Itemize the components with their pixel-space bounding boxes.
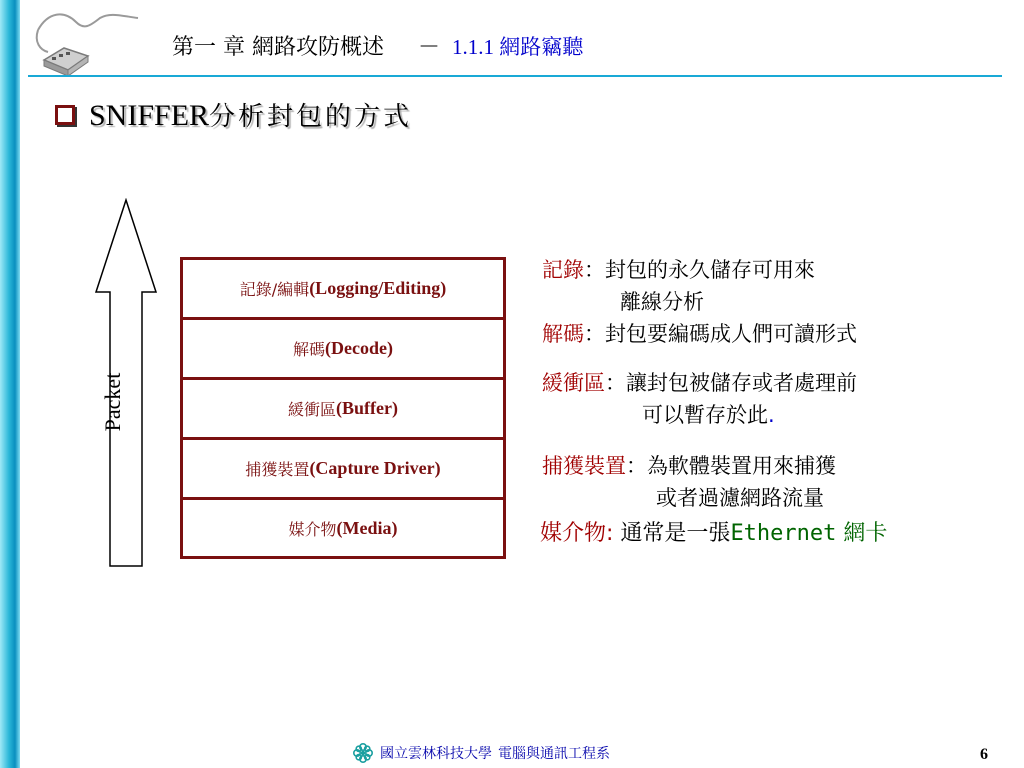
desc-logging-text1: ：封包的永久儲存可用來 <box>584 258 815 282</box>
page-number: 6 <box>980 746 988 763</box>
footer-dept: 電腦與通訊工程系 <box>498 746 610 762</box>
flower-logo-icon <box>352 742 374 764</box>
layer-stack <box>180 257 506 559</box>
layer-logging <box>183 260 503 316</box>
desc-decode-line <box>542 318 857 348</box>
heading-cjk: 分析封包的方式 <box>209 102 413 132</box>
desc-logging-line1 <box>542 254 815 284</box>
desc-media-ethernet: Ethernet <box>730 521 837 546</box>
desc-decode-term: 解碼 <box>542 322 584 346</box>
layer-media-en: (Media) <box>336 517 398 538</box>
desc-capture-text1: ：為軟體裝置用來捕獲 <box>626 454 836 478</box>
desc-media-term: 媒介物: <box>540 521 614 546</box>
layer-logging-en: (Logging/Editing) <box>309 277 447 298</box>
header-dash: － <box>418 35 441 60</box>
slide-heading <box>89 96 412 133</box>
layer-media <box>183 500 503 556</box>
packet-label: Packet <box>100 372 125 432</box>
desc-logging-term: 記錄 <box>542 258 584 282</box>
desc-media-line <box>540 516 887 547</box>
layer-capture-en: (Capture Driver) <box>309 457 441 478</box>
footer <box>352 742 610 764</box>
desc-media-text: 通常是一張 <box>620 521 731 546</box>
desc-buffer-text2: 可以暫存於此 <box>642 403 768 427</box>
layer-buffer <box>183 380 503 436</box>
desc-capture-line2: 或者過濾網路流量 <box>656 486 824 510</box>
layer-buffer-cjk: 緩衝區 <box>288 399 337 419</box>
desc-logging-line2: 離線分析 <box>620 290 704 314</box>
layer-decode-cjk: 解碼 <box>293 339 326 359</box>
layer-media-cjk: 媒介物 <box>288 519 337 539</box>
desc-capture-term: 捕獲裝置 <box>542 454 626 478</box>
layer-capture-cjk: 捕獲裝置 <box>245 459 310 479</box>
layer-buffer-en: (Buffer) <box>336 397 398 418</box>
layer-capture <box>183 440 503 496</box>
layer-decode-en: (Decode) <box>325 337 393 358</box>
desc-buffer-term: 緩衝區 <box>542 371 605 395</box>
slide-heading-row <box>55 96 412 133</box>
desc-media-card: 網卡 <box>843 521 888 546</box>
section-title: 1.1.1 網路竊聽 <box>452 35 584 59</box>
left-decorative-bar <box>0 0 20 768</box>
layer-logging-cjk: 記錄/編輯 <box>239 279 310 299</box>
header-divider <box>28 75 1002 77</box>
header-title <box>172 30 583 61</box>
desc-buffer-text1: ：讓封包被儲存或者處理前 <box>605 371 857 395</box>
chapter-title: 第一 章 網路攻防概述 <box>172 35 384 60</box>
desc-decode-text: ：封包要編碼成人們可讀形式 <box>584 322 857 346</box>
desc-buffer-line1 <box>542 367 857 397</box>
desc-buffer-period: . <box>768 403 775 427</box>
footer-school: 國立雲林科技大學 <box>380 746 492 762</box>
desc-buffer-line2 <box>642 399 775 429</box>
heading-latin: SNIFFER <box>89 99 210 132</box>
network-device-logo <box>30 8 140 78</box>
desc-capture-line1 <box>542 450 836 480</box>
layer-decode <box>183 320 503 376</box>
square-bullet-icon <box>55 105 75 125</box>
